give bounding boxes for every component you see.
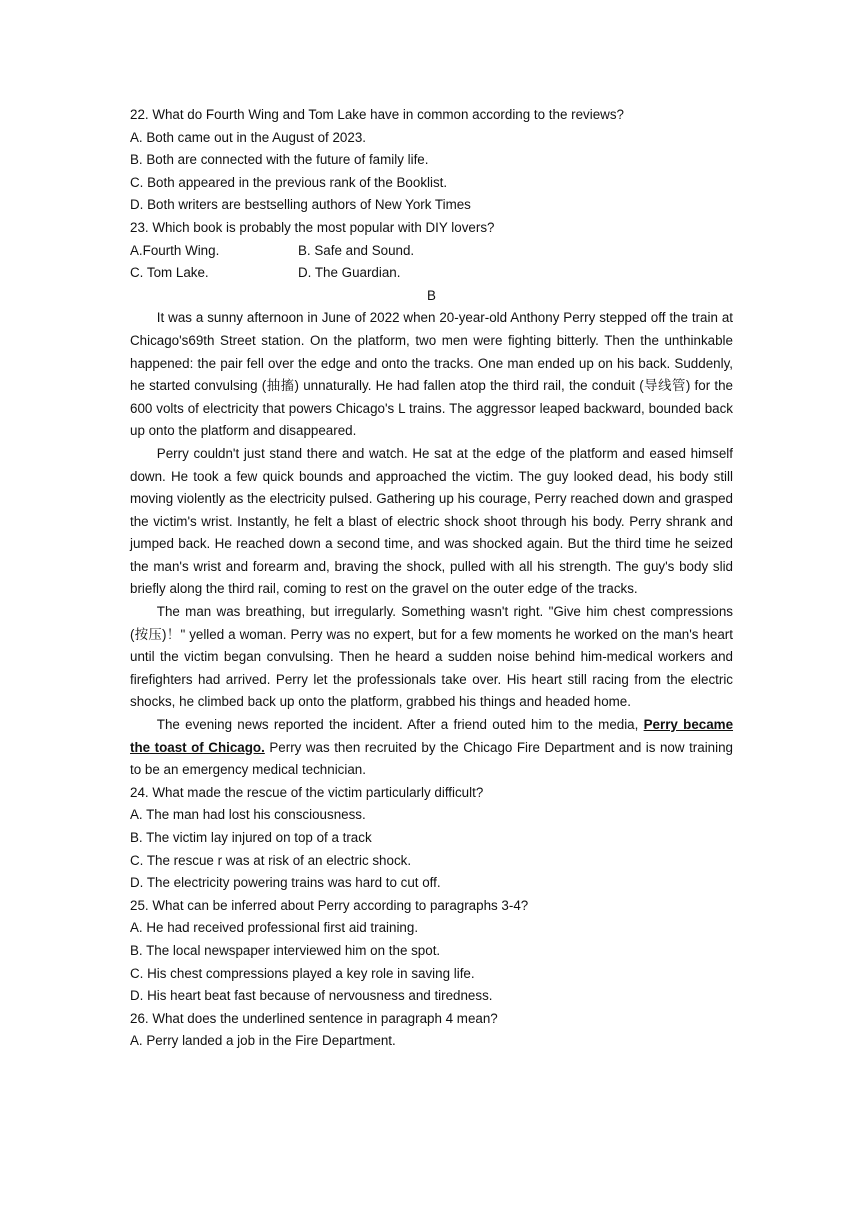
passage-paragraph-4 [130, 714, 733, 782]
q23-option-a: A.Fourth Wing. [130, 242, 220, 258]
underlined-sentence: Perry became the toast of Chicago. [130, 717, 734, 755]
q23-option-c: C. Tom Lake. [130, 265, 209, 281]
passage-paragraph-2: Perry couldn't just stand there and watch. He sat at the edge of the platform and eased himself down. He took a few quick bounds and approached the victim. The guy looked dead, his body still moving violently as the electricity pulsed. Gathering up his courage, Perry reached down and grasped the victim's wrist. Instantly, he felt a blast of electric shock shoot through his body. Perry shrank and jumped back. He reached down a second time, and was shocked again. But the third time he seized the man's wrist and forearm and, braving the shock, pulled with all his strength. The guy's body slid briefly along the third rail, coming to rest on the gravel on the outer edge of the tracks. [130, 445, 733, 597]
question-25: 25. What can be inferred about Perry according to paragraphs 3-4? [130, 897, 529, 913]
q23-option-d: D. The Guardian. [298, 265, 401, 281]
q23-option-b: B. Safe and Sound. [298, 242, 415, 258]
section-b-title: B [427, 287, 436, 303]
q24-option-d: D. The electricity powering trains was hard to cut off. [130, 875, 441, 891]
q24-option-a: A. The man had lost his consciousness. [130, 807, 366, 823]
paragraph-4-tail: Perry was then recruited by the Chicago Fire Department and is now training to be an emergency medical technician. [130, 739, 733, 778]
q23-options-row-1 [130, 240, 733, 263]
paragraph-4-lead: The evening news reported the incident. After a friend outed him to the media, [156, 717, 644, 733]
q24-option-b: B. The victim lay injured on top of a track [130, 830, 372, 845]
q22-option-c: C. Both appeared in the previous rank of the Booklist. [130, 174, 448, 190]
question-22: 22. What do Fourth Wing and Tom Lake have in common according to the reviews? [130, 107, 624, 122]
passage-paragraph-3: The man was breathing, but irregularly. Something wasn't right. "Give him chest compressions (按压)！" yelled a woman. Perry was no expert, but for a few moments he worked on the man's heart until the victim began convulsing. Then he heard a sudden noise behind him-medical workers and firefighters had arrived. Perry let the professionals take over. His heart still racing from the electric shocks, he climbed back up onto the platform, grabbed his things and headed home. [130, 604, 733, 710]
q25-option-d: D. His heart beat fast because of nervousness and tiredness. [130, 988, 493, 1004]
document-page [130, 104, 733, 1053]
q25-option-b: B. The local newspaper interviewed him on the spot. [130, 942, 441, 958]
q25-option-c: C. His chest compressions played a key role in saving life. [130, 965, 475, 981]
question-23: 23. Which book is probably the most popular with DIY lovers? [130, 219, 495, 235]
question-24: 24. What made the rescue of the victim particularly difficult? [130, 784, 484, 800]
q25-option-a: A. He had received professional first aid training. [130, 920, 419, 936]
q22-option-d: D. Both writers are bestselling authors of New York Times [130, 197, 471, 213]
q23-options-row-2 [130, 262, 733, 285]
q24-option-c: C. The rescue r was at risk of an electric shock. [130, 852, 412, 868]
question-26: 26. What does the underlined sentence in paragraph 4 mean? [130, 1010, 498, 1026]
passage-paragraph-1: It was a sunny afternoon in June of 2022 when 20-year-old Anthony Perry stepped off the train at Chicago's69th Street station. On the platform, two men were fighting bitterly. Then the unthinkable happened: the pair fell over the edge and onto the tracks. One man ended up on his back. Suddenly, he started convulsing (抽搐) unnaturally. He had fallen atop the third rail, the conduit (导线管) for the 600 volts of electricity that powers Chicago's L trains. The aggressor leaped backward, bounded back up onto the platform and disappeared. [130, 310, 733, 439]
q22-option-b: B. Both are connected with the future of family life. [130, 152, 429, 168]
q26-option-a: A. Perry landed a job in the Fire Department. [130, 1033, 396, 1049]
q22-option-a: A. Both came out in the August of 2023. [130, 129, 366, 145]
